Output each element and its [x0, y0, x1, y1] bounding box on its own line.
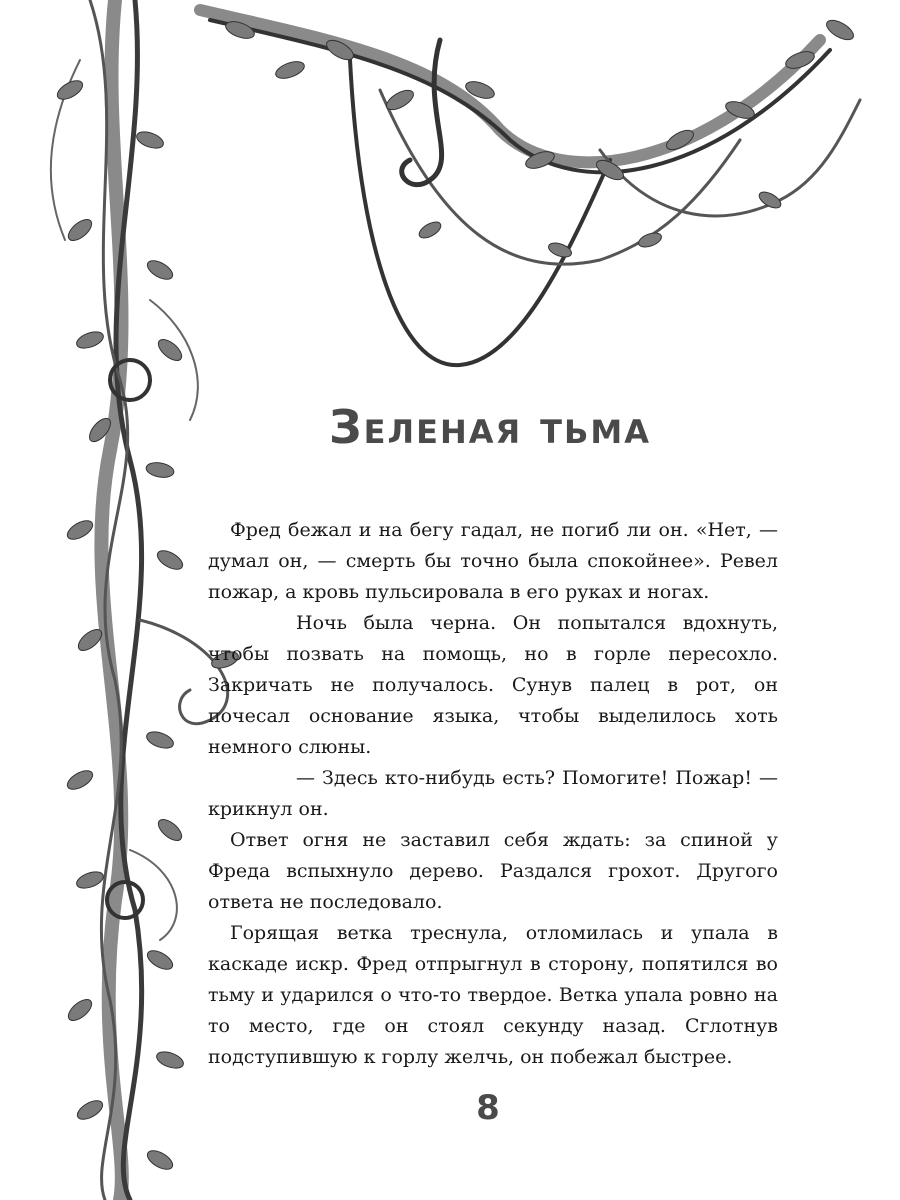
paragraph: Ночь была черна. Он попытался вдохнуть, чтобы позвать на помощь, но в горле пересохло. Закричать не получалось. Сунув палец в рот, он почесал основание языка, чтобы выделилось хоть немного слюны.	[208, 612, 778, 758]
chapter-title: Зеленая тьма	[328, 400, 651, 454]
paragraph: — Здесь кто-нибудь есть? Помогите! Пожар! — крикнул он.	[208, 767, 778, 820]
paragraph: Горящая ветка треснула, отломилась и упала в каскаде искр. Фред отпрыгнул в сторону, попятился во тьму и ударился о что-то твердое. Ветка упала ровно на то место, где он стоял секунду назад. Сглотнув подступившую к горлу желчь, он побежал быстрее.	[208, 922, 778, 1068]
page-number: 8	[476, 1088, 500, 1128]
paragraph: Ответ огня не заставил себя ждать: за спиной у Фреда вспыхнуло дерево. Раздался грохот. Другого ответа не последовало.	[208, 829, 778, 913]
paragraph: Фред бежал и на бегу гадал, не погиб ли он. «Нет, — думал он, — смерть бы точно была спокойнее». Ревел пожар, а кровь пульсировала в его руках и ногах.	[208, 519, 778, 603]
top-vine-illustration	[180, 0, 880, 380]
body-text	[208, 515, 778, 1073]
